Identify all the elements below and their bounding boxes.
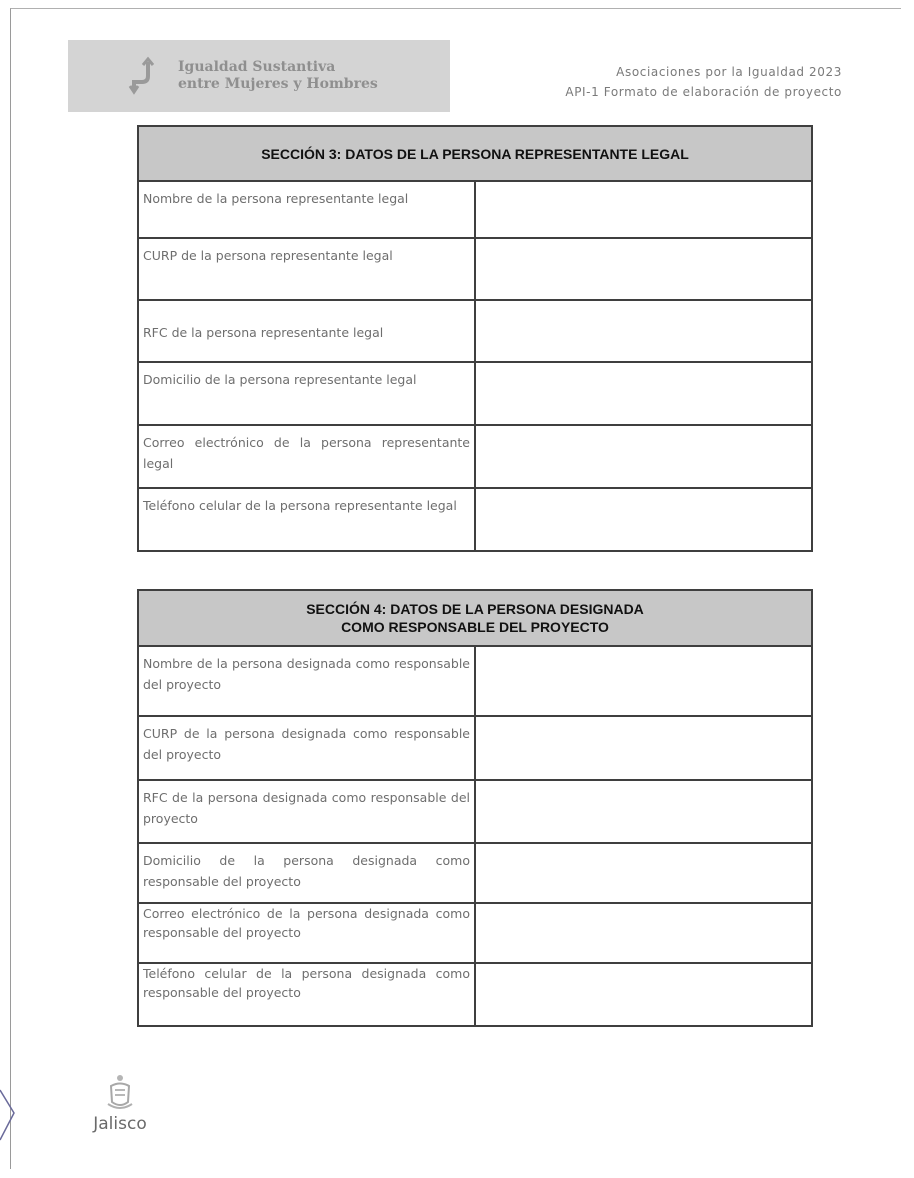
igualdad-arrow-icon: [126, 56, 166, 96]
row-label: Domicilio de la persona representante legal: [138, 362, 475, 425]
jalisco-logo: [74, 1072, 166, 1134]
jalisco-wordmark: Jalisco: [93, 1114, 147, 1134]
table-row: [138, 646, 812, 716]
row-value-field[interactable]: [475, 425, 812, 488]
igualdad-logo-banner: [68, 40, 450, 112]
table-row: [138, 181, 812, 238]
section-4-title-line-2: COMO RESPONSABLE DEL PROYECTO: [341, 619, 609, 635]
row-value-field[interactable]: [475, 238, 812, 300]
row-value-field[interactable]: [475, 362, 812, 425]
table-row: [138, 716, 812, 780]
section-4-title: [138, 590, 812, 646]
row-value-field[interactable]: [475, 716, 812, 780]
row-label: Correo electrónico de la persona representante legal: [138, 425, 475, 488]
program-name: Asociaciones por la Igualdad 2023: [616, 65, 842, 79]
row-value-field[interactable]: [475, 488, 812, 551]
logo-line-1: Igualdad Sustantiva: [178, 59, 336, 75]
row-label: CURP de la persona representante legal: [138, 238, 475, 300]
section-4-table: [137, 589, 813, 1027]
logo-text: [178, 59, 378, 93]
document-header-info: [565, 62, 842, 102]
table-row: [138, 425, 812, 488]
row-value-field[interactable]: [475, 903, 812, 963]
row-value-field[interactable]: [475, 843, 812, 903]
row-label: Teléfono celular de la persona designada como responsable del proyecto: [138, 963, 475, 1026]
row-value-field[interactable]: [475, 780, 812, 843]
table-row: [138, 362, 812, 425]
table-row: [138, 780, 812, 843]
table-row: [138, 903, 812, 963]
row-label: RFC de la persona designada como responsable del proyecto: [138, 780, 475, 843]
section-3-title: SECCIÓN 3: DATOS DE LA PERSONA REPRESENTANTE LEGAL: [138, 126, 812, 181]
row-label: Domicilio de la persona designada como responsable del proyecto: [138, 843, 475, 903]
row-label: RFC de la persona representante legal: [138, 300, 475, 362]
row-value-field[interactable]: [475, 963, 812, 1026]
row-value-field[interactable]: [475, 646, 812, 716]
row-label: Nombre de la persona representante legal: [138, 181, 475, 238]
row-value-field[interactable]: [475, 181, 812, 238]
table-row: [138, 300, 812, 362]
table-row: [138, 488, 812, 551]
jalisco-seal-icon: [105, 1072, 135, 1112]
logo-line-2: entre Mujeres y Hombres: [178, 76, 378, 92]
section-4-title-line-1: SECCIÓN 4: DATOS DE LA PERSONA DESIGNADA: [306, 601, 644, 617]
form-code: API-1 Formato de elaboración de proyecto: [565, 85, 842, 99]
row-label: CURP de la persona designada como responsable del proyecto: [138, 716, 475, 780]
page-edge-mark: [0, 1085, 16, 1145]
row-label: Teléfono celular de la persona representante legal: [138, 488, 475, 551]
row-label: Correo electrónico de la persona designada como responsable del proyecto: [138, 903, 475, 963]
table-row: [138, 238, 812, 300]
row-label: Nombre de la persona designada como responsable del proyecto: [138, 646, 475, 716]
table-row: [138, 963, 812, 1026]
table-row: [138, 843, 812, 903]
section-3-table: [137, 125, 813, 552]
row-value-field[interactable]: [475, 300, 812, 362]
